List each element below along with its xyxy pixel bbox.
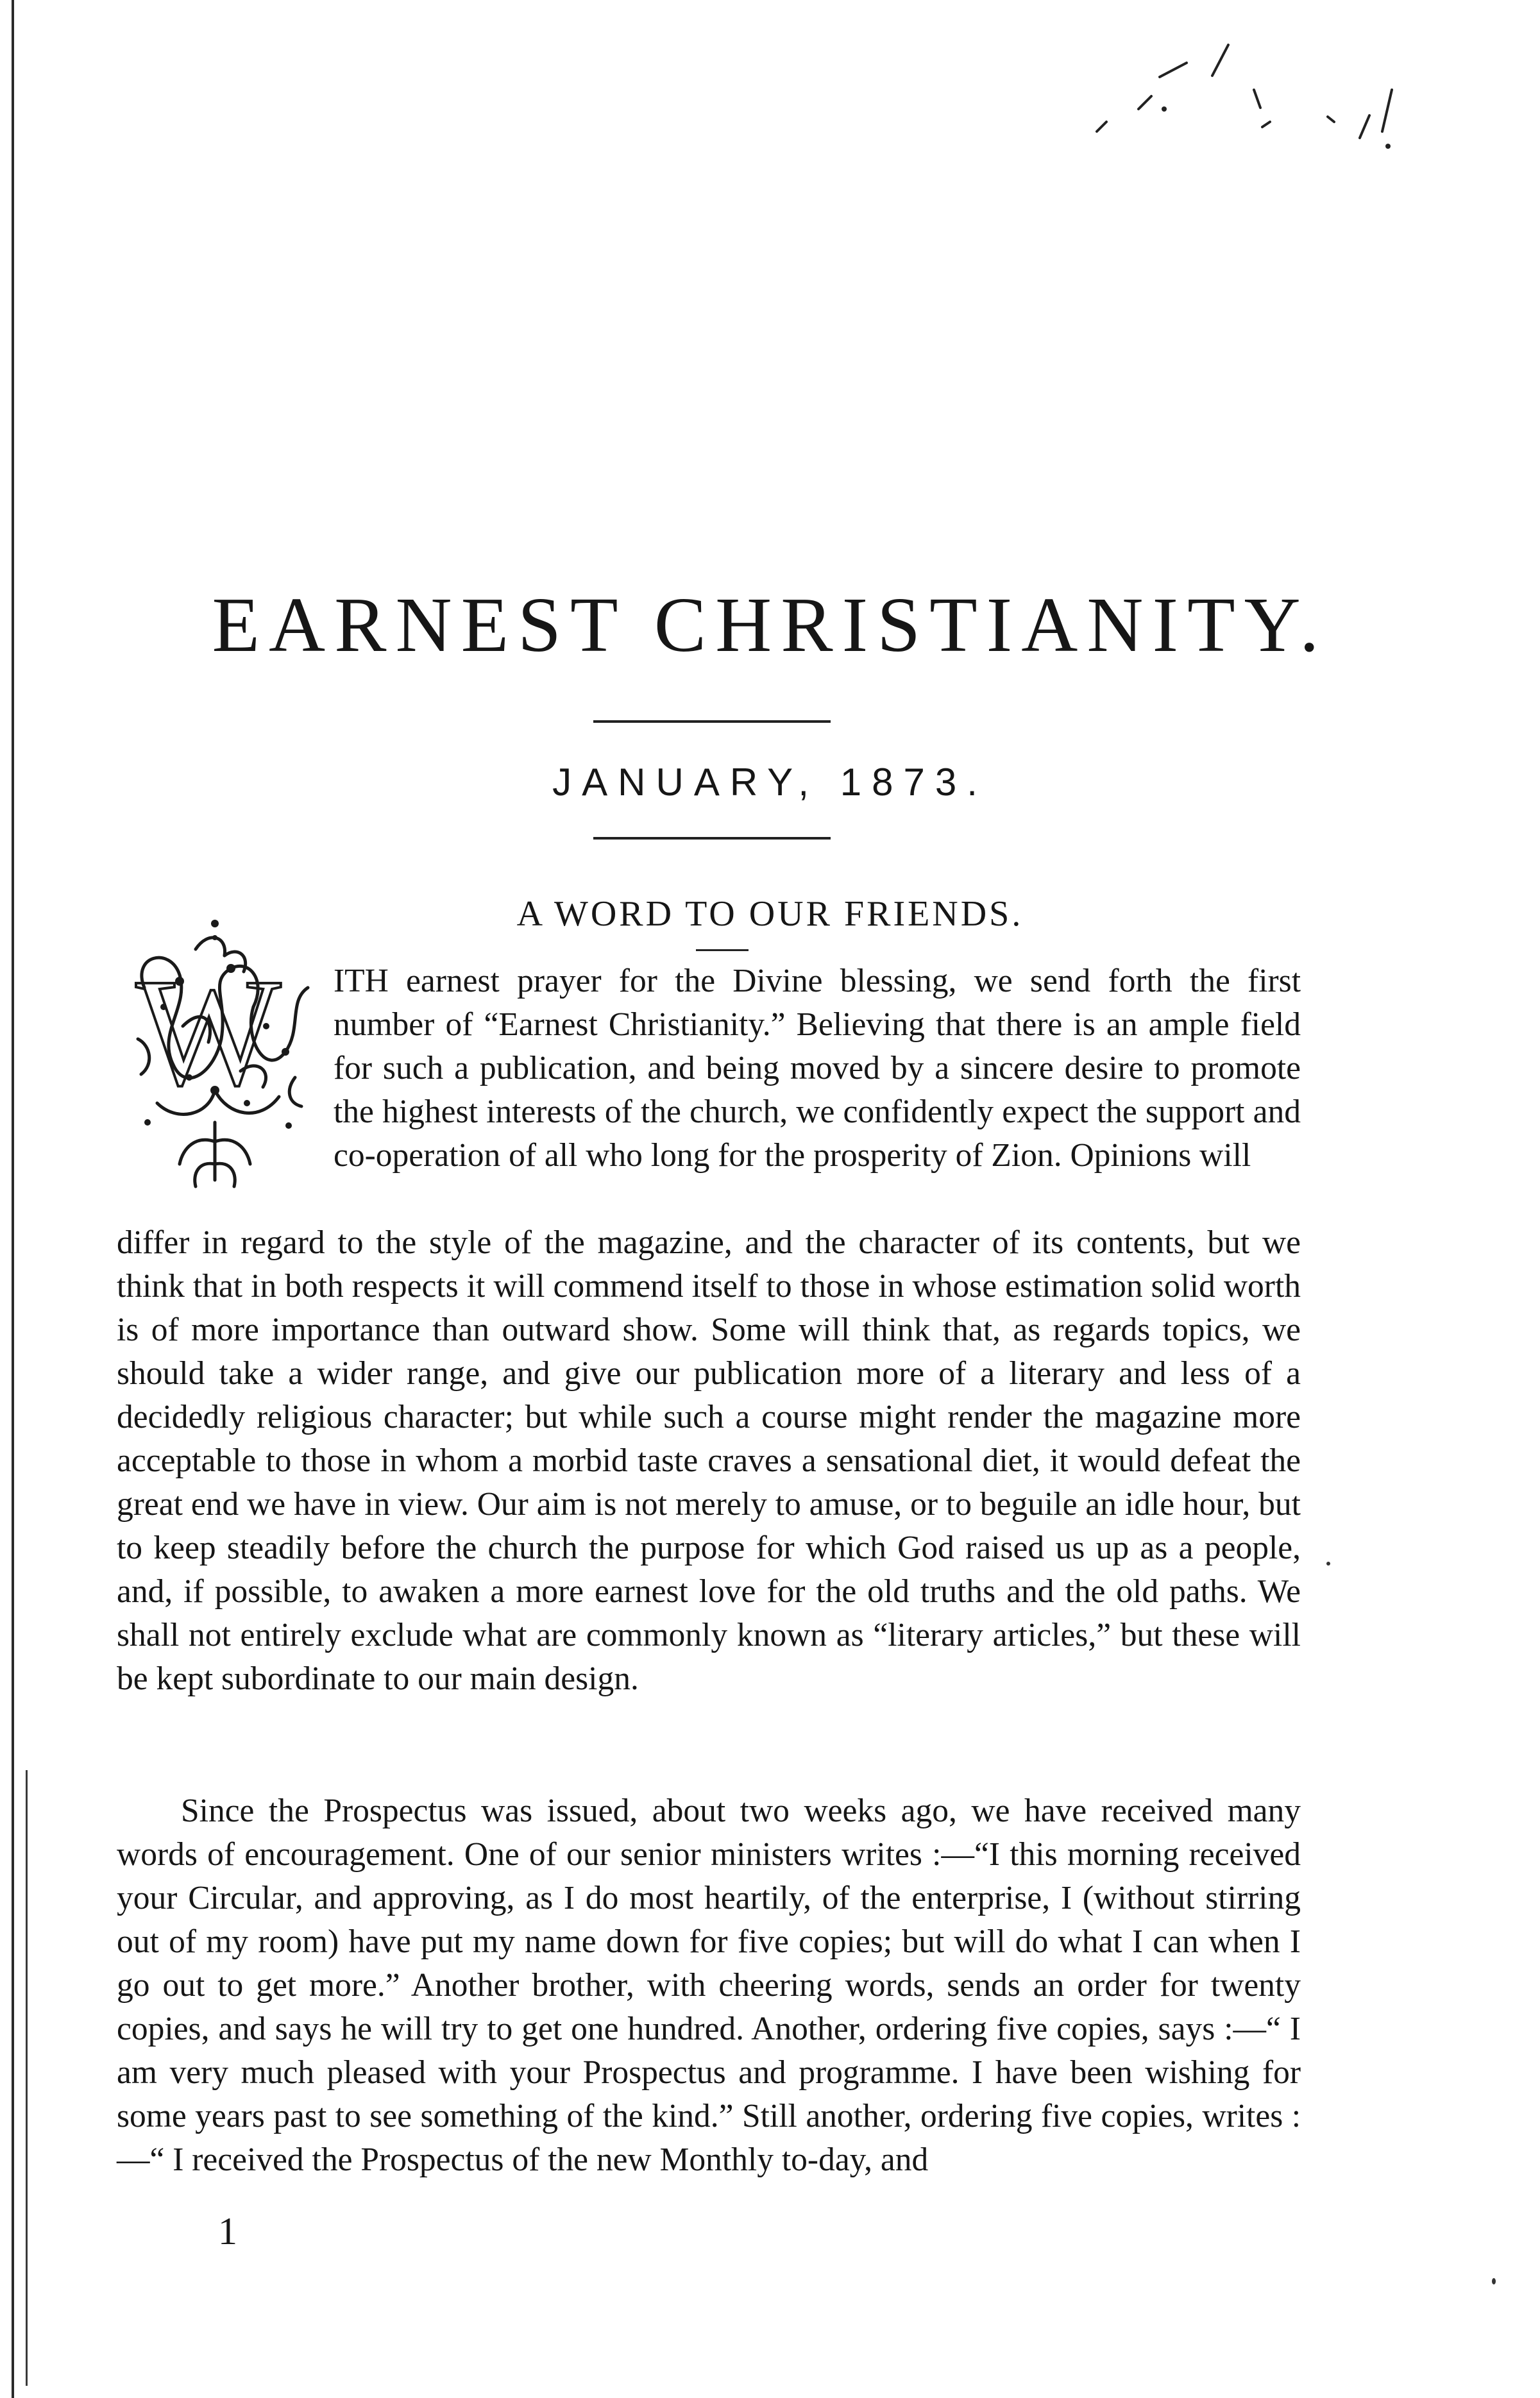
article-paragraph-2-text: Since the Prospectus was issued, about two weeks ago, we have received many words of encouragement. One of our senior ministers writes :—“I this morning received your Circular, and approving, as I do most heartily, of the enterprise, I (without stirring out of my room) have put my name down for five copies; but will do what I can when I go out to get more.” Another brother, with cheering words, sends an order for twenty copies, and says he will try to get one hundred. Another, ordering five copies, says :—“ I am very much pleased with your Prospectus and programme. I have been wishing for some years past to see something of the kind.” Still another, ordering five copies, writes :—“ I received the Prospectus of the new Monthly to-day, and bbox=[117, 1793, 1301, 2178]
drop-cap-letter: W bbox=[135, 947, 282, 1117]
article-opening-text: ITH earnest prayer for the Divine blessing, we send forth the first number of “Earnest Christianity.” Believing that there is an ample field for such a publication, and being moved by a sincere desire to promote the highest interests of the church, we confidently expect the support and co-operation of all who long for the prosperity of Zion. Opinions will bbox=[334, 963, 1301, 1174]
article-paragraph-2 bbox=[117, 1789, 1301, 2182]
ink-speck bbox=[1492, 2278, 1496, 2284]
page-number: 1 bbox=[218, 2210, 237, 2252]
pencil-marks bbox=[1001, 19, 1411, 167]
page-left-edge-lower bbox=[26, 1770, 28, 2386]
ornamental-initial bbox=[119, 911, 314, 1199]
article-opening-lines bbox=[334, 959, 1301, 1178]
article-heading: A WORD TO OUR FRIENDS. bbox=[516, 894, 1024, 934]
magazine-title: EARNEST CHRISTIANITY. bbox=[212, 582, 1328, 668]
issue-date: JANUARY, 1873. bbox=[552, 761, 988, 804]
article-paragraph-1 bbox=[117, 1221, 1301, 1701]
title-rule-top bbox=[593, 720, 831, 723]
ink-speck bbox=[1326, 1562, 1330, 1566]
title-rule-bottom bbox=[593, 837, 831, 840]
heading-rule bbox=[696, 949, 749, 951]
article-paragraph-1-text: differ in regard to the style of the magazine, and the character of its contents, but we think that in both respects it will commend itself to those in whose estimation solid worth is of more importance than outward show. Some will think that, as regards topics, we should take a wider range, and give our publication more of a literary and less of a decidedly religious character; but while such a course might render the magazine more acceptable to those in whom a morbid taste craves a sensational diet, it would defeat the great end we have in view. Our aim is not merely to amuse, or to beguile an idle hour, but to keep steadily before the church the purpose for which God raised us up as a people, and, if possible, to awaken a more earnest love for the old truths and the old paths. We shall not entirely exclude what are commonly known as “literary articles,” but these will be kept subordinate to our main design. bbox=[117, 1224, 1301, 1697]
page-left-edge bbox=[12, 0, 14, 2398]
